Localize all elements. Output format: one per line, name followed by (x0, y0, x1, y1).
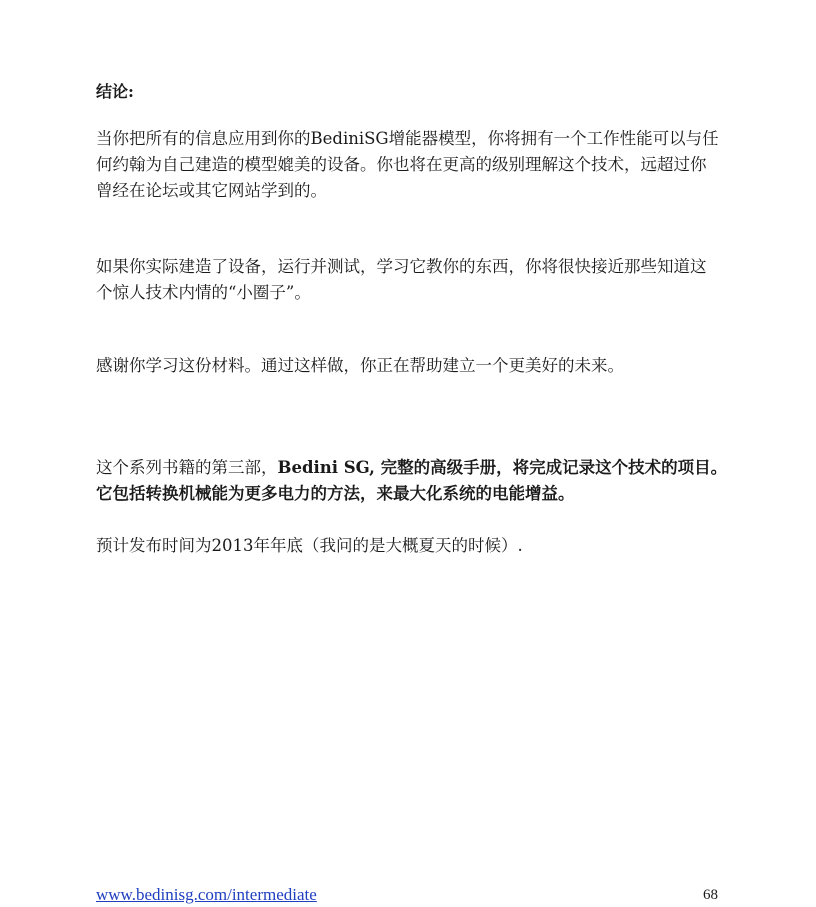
paragraph-line: 当你把所有的信息应用到你的BediniSG增能器模型，你将拥有一个工作性能可以与任 (96, 129, 719, 148)
paragraph-line: 感谢你学习这份材料。通过这样做，你正在帮助建立一个更美好的未来。 (96, 356, 624, 375)
page-number: 68 (703, 887, 718, 903)
paragraph-series (96, 455, 796, 507)
series-title-text: Bedini SG, 完整的高级手册，将完成记录这个技术的项目。 (277, 458, 728, 477)
paragraph-line: 它包括转换机械能为更多电力的方法，来最大化系统的电能增益。 (96, 484, 575, 503)
paragraph-line (96, 455, 796, 481)
footer-website-link[interactable]: www.bedinisg.com/intermediate (96, 885, 317, 904)
section-heading: 结论: (96, 82, 134, 101)
paragraph-line: 预计发布时间为2013年年底（我问的是大概夏天的时候）. (96, 536, 523, 555)
paragraph-line: 曾经在论坛或其它网站学到的。 (96, 181, 327, 200)
paragraph-thanks (96, 353, 796, 379)
paragraph-line: 个惊人技术内情的“小圈子”。 (96, 283, 311, 302)
paragraph-line: 何约翰为自己建造的模型媲美的设备。你也将在更高的级别理解这个技术，远超过你 (96, 155, 707, 174)
paragraph-release (96, 533, 796, 559)
paragraph-build-test (96, 254, 796, 306)
paragraph-conclusion (96, 126, 796, 204)
series-intro-text: 这个系列书籍的第三部， (96, 458, 278, 477)
paragraph-line: 如果你实际建造了设备，运行并测试，学习它教你的东西，你将很快接近那些知道这 (96, 257, 707, 276)
